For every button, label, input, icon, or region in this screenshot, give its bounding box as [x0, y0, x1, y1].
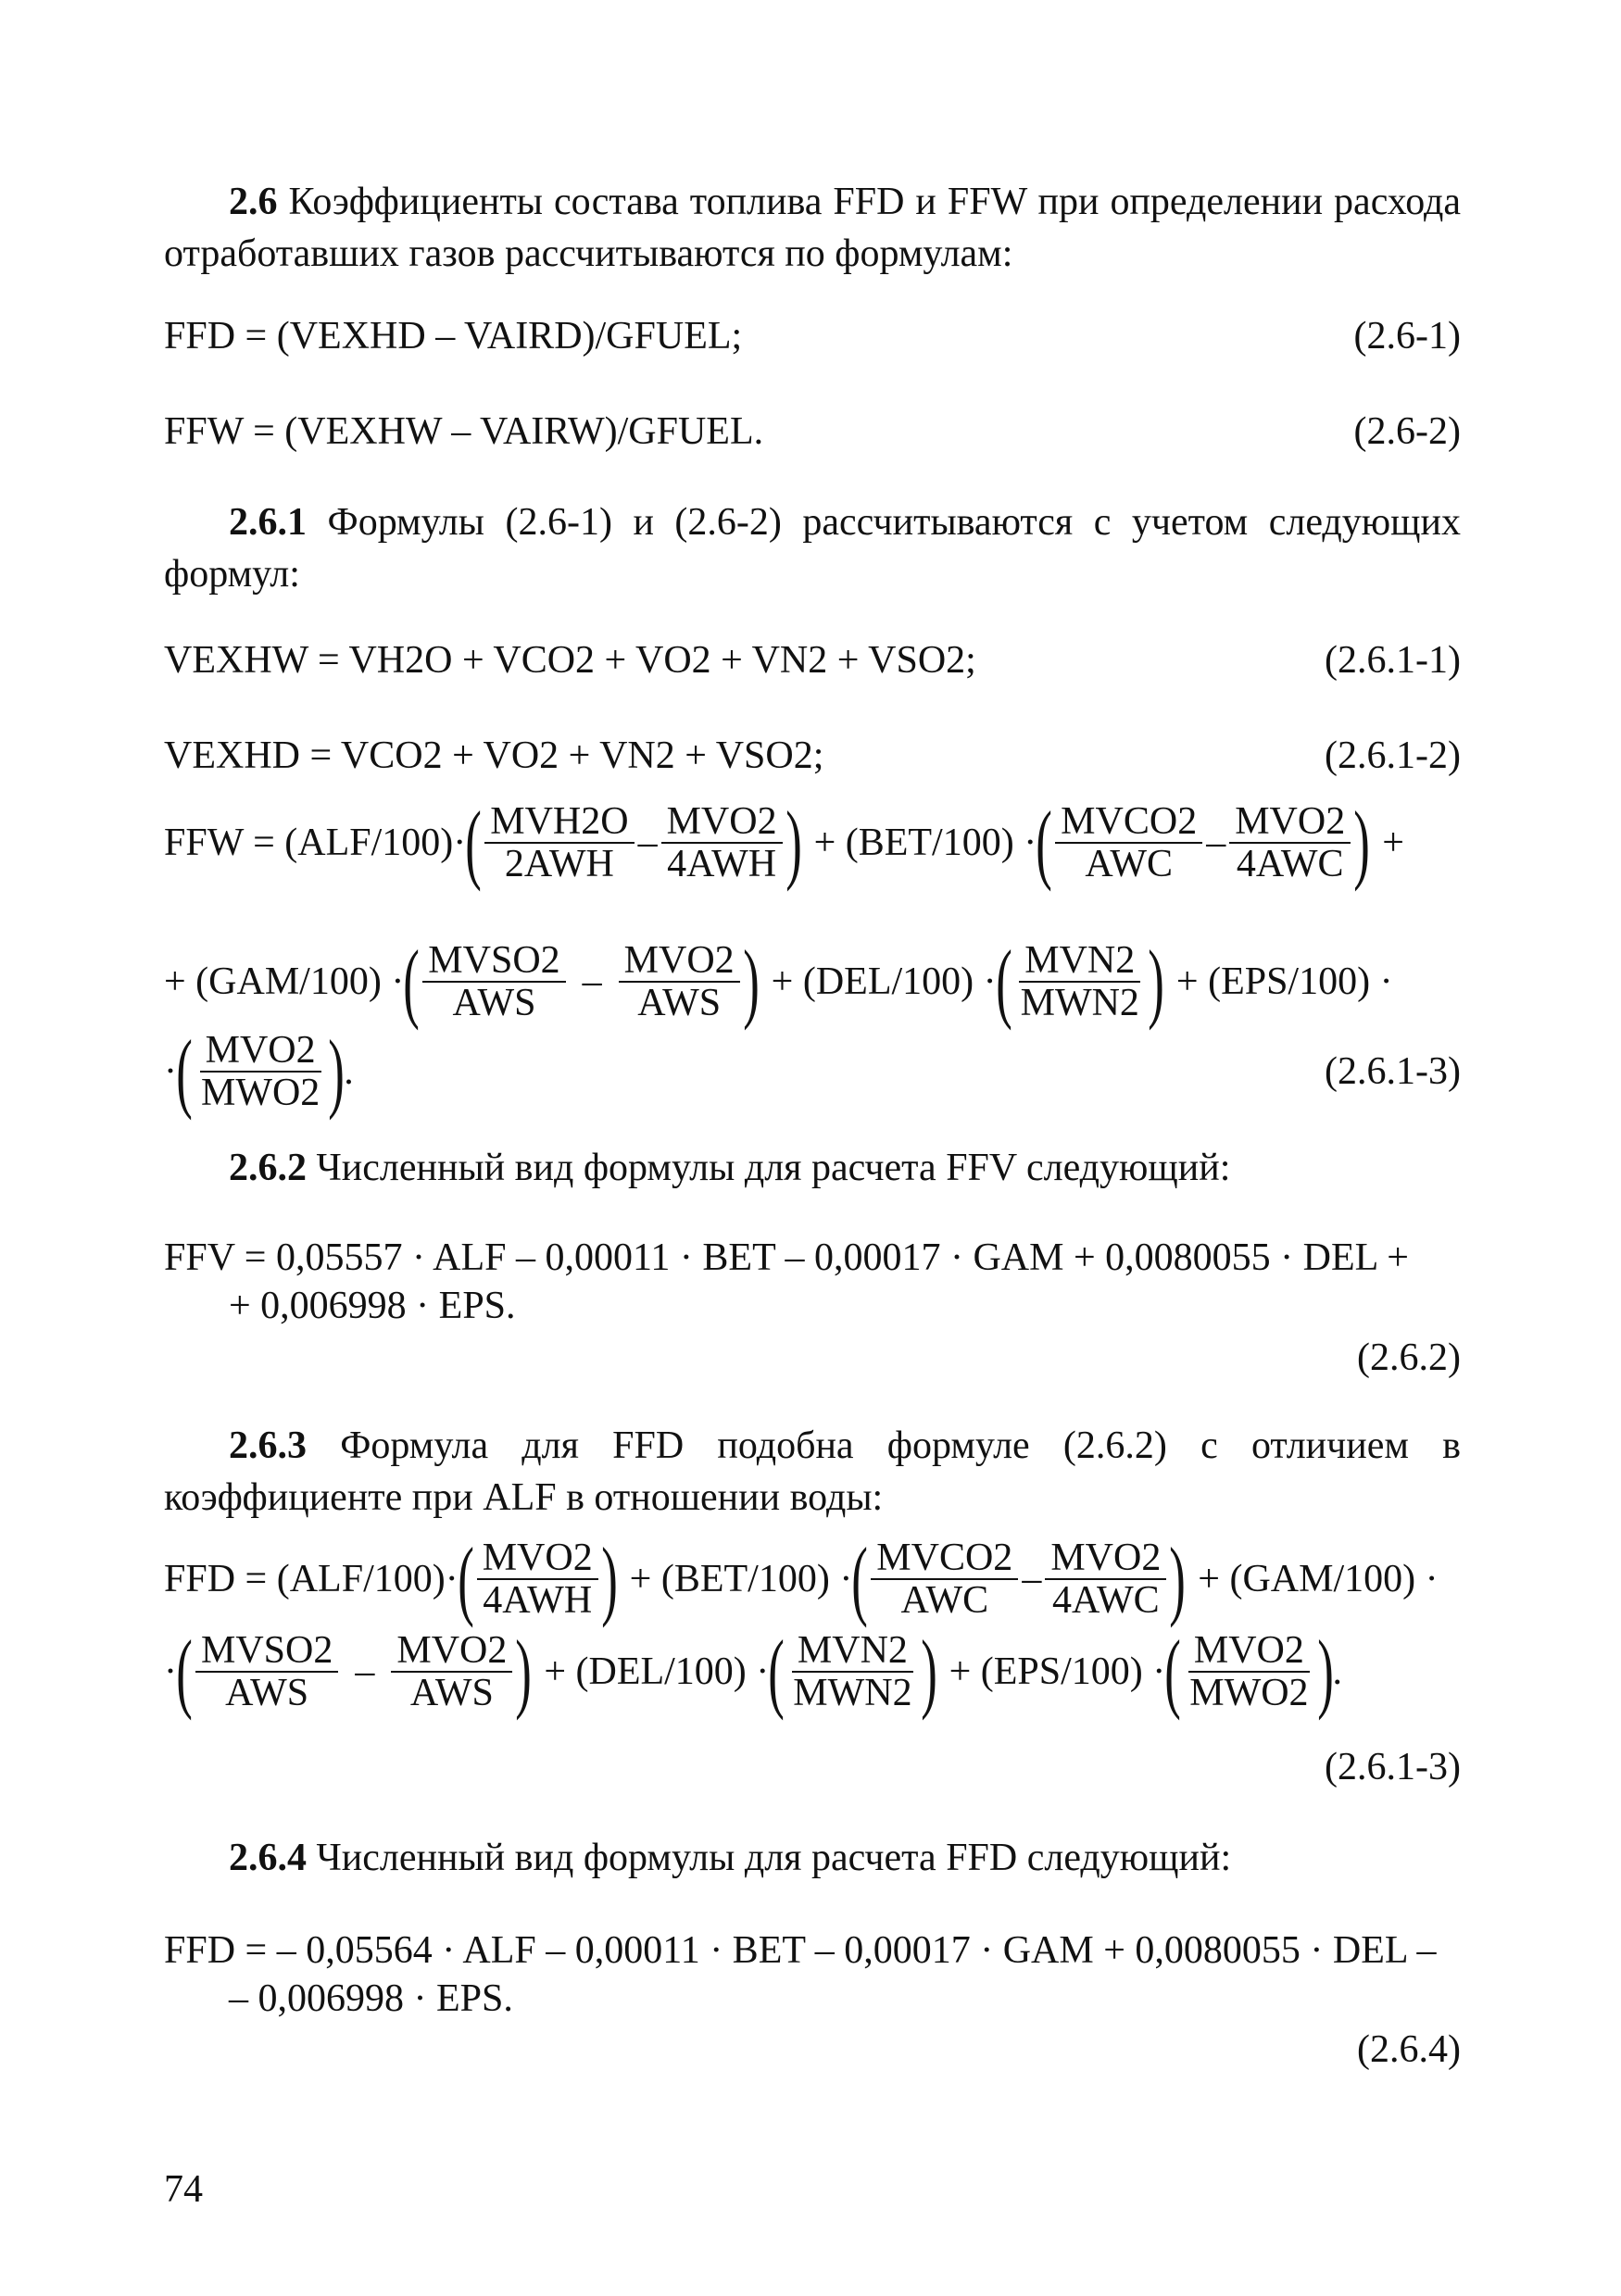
equation-2-6-1-2: [164, 730, 1461, 782]
equation-2-6-2: [164, 406, 1461, 458]
equation-expression: FFW = (VEXHW – VAIRW)/GFUEL.: [164, 410, 764, 453]
equation-2-6-1-1: [164, 634, 1461, 686]
formula-text: + (EPS/100) ·: [949, 1650, 1166, 1693]
fraction: [1055, 800, 1202, 885]
numerator: MVO2: [477, 1539, 598, 1580]
formula-text: ·: [164, 1650, 177, 1693]
fraction: [1015, 939, 1145, 1024]
ffv-numeric-line-2: [164, 1280, 1461, 1332]
numerator: MVH2O: [484, 803, 634, 844]
equation-number: (2.6-2): [1353, 410, 1461, 453]
denominator: AWC: [1085, 843, 1173, 885]
fraction: [1184, 1629, 1313, 1714]
page-number: 74: [164, 2168, 203, 2211]
denominator: 4AWC: [1052, 1579, 1160, 1622]
fraction: [195, 1629, 338, 1714]
close-paren: ): [785, 793, 802, 892]
denominator: MWO2: [1189, 1672, 1309, 1714]
equation-number: (2.6.4): [1357, 2028, 1461, 2071]
minus-sign: –: [355, 1650, 375, 1693]
ffd-numeric-line-2: [164, 1973, 1461, 2025]
close-paren: ): [328, 1022, 346, 1121]
fraction: [1045, 1537, 1166, 1622]
formula-text: + (DEL/100) ·: [544, 1650, 770, 1693]
equation-2-6-1: [164, 310, 1461, 362]
paragraph-text: Численный вид формулы для расчета FFD следующий:: [307, 1837, 1232, 1879]
section-number: 2.6: [229, 181, 278, 223]
equation-number: (2.6.1-1): [1325, 639, 1461, 682]
paragraph-2-6-2: [164, 1142, 1461, 1194]
numerator: MVO2: [1188, 1632, 1310, 1673]
paragraph-2-6: [164, 176, 1461, 280]
denominator: AWS: [637, 982, 722, 1024]
denominator: 2AWH: [504, 843, 614, 885]
denominator: AWS: [409, 1672, 494, 1714]
ffw-formula-line-1: [164, 793, 1461, 892]
open-paren: (: [1164, 1622, 1182, 1721]
numerator: MVO2: [619, 942, 740, 983]
minus-sign: –: [637, 822, 658, 864]
equation-expression: + 0,006998 · EPS.: [229, 1285, 516, 1327]
numerator: MVSO2: [195, 1632, 338, 1673]
fraction: [391, 1629, 512, 1714]
paragraph-text: Коэффициенты состава топлива FFD и FFW при определении расхода отработавших газов рассчитываются по формулам:: [164, 181, 1461, 275]
open-paren: (: [995, 932, 1012, 1031]
formula-text: + (GAM/100) ·: [164, 960, 405, 1003]
fraction: [1229, 800, 1351, 885]
open-paren: (: [457, 1529, 474, 1628]
formula-text: FFD = (ALF/100)·: [164, 1558, 459, 1600]
ffd-numeric-number: [164, 2024, 1461, 2076]
numerator: MVO2: [200, 1032, 321, 1073]
minus-sign: –: [582, 960, 602, 1003]
close-paren: ): [920, 1622, 937, 1721]
section-number: 2.6.1: [229, 501, 307, 544]
numerator: MVO2: [1229, 803, 1351, 844]
formula-text: + (DEL/100) ·: [771, 960, 997, 1003]
denominator: MWN2: [793, 1672, 912, 1714]
fraction: [661, 800, 783, 885]
formula-text: + (BET/100) ·: [813, 822, 1037, 864]
ffd-formula-line-1: [164, 1529, 1461, 1628]
denominator: AWS: [452, 982, 536, 1024]
paragraph-text: Формулы (2.6-1) и (2.6-2) рассчитываются с учетом следующих формул:: [164, 501, 1461, 596]
equation-number: (2.6.1-3): [1325, 1746, 1461, 1788]
paragraph-text: Численный вид формулы для расчета FFV следующий:: [307, 1147, 1231, 1189]
fraction: [871, 1537, 1018, 1622]
paragraph-2-6-4: [164, 1832, 1461, 1884]
fraction: [477, 1537, 598, 1622]
fraction: [484, 800, 634, 885]
open-paren: (: [403, 932, 421, 1031]
numerator: MVSO2: [422, 942, 565, 983]
section-number: 2.6.3: [229, 1424, 307, 1467]
equation-expression: FFV = 0,05557 · ALF – 0,00011 · BET – 0,00017 · GAM + 0,0080055 · DEL +: [164, 1236, 1409, 1279]
equation-number: (2.6.2): [1357, 1336, 1461, 1379]
ffw-formula-line-3: [164, 1022, 1461, 1121]
paragraph-2-6-1: [164, 496, 1461, 600]
fraction: [787, 1629, 917, 1714]
ffv-numeric-line-1: [164, 1232, 1461, 1284]
numerator: MVCO2: [871, 1539, 1018, 1580]
close-paren: ): [1353, 793, 1370, 892]
formula-text: + (GAM/100) ·: [1198, 1558, 1439, 1600]
equation-expression: VEXHD = VCO2 + VO2 + VN2 + VSO2;: [164, 734, 824, 777]
ffd-formula-number: [164, 1741, 1461, 1793]
fraction: [195, 1029, 325, 1114]
numerator: MVCO2: [1055, 803, 1202, 844]
numerator: MVN2: [792, 1632, 913, 1673]
equation-number: (2.6.1-3): [1325, 1050, 1461, 1093]
open-paren: (: [1036, 793, 1052, 892]
formula-text: FFW = (ALF/100)·: [164, 822, 467, 864]
section-number: 2.6.2: [229, 1147, 307, 1189]
formula-text: ·: [164, 1050, 177, 1093]
equation-expression: FFD = (VEXHD – VAIRD)/GFUEL;: [164, 315, 743, 358]
numerator: MVO2: [1045, 1539, 1166, 1580]
ffw-formula-line-2: [164, 932, 1461, 1031]
formula-text: +: [1382, 822, 1404, 864]
denominator: MWO2: [200, 1072, 320, 1114]
close-paren: ): [1169, 1529, 1187, 1628]
close-paren: ): [1148, 932, 1164, 1031]
equation-number: (2.6.1-2): [1325, 734, 1461, 777]
numerator: MVN2: [1019, 942, 1140, 983]
ffd-formula-line-2: [164, 1622, 1461, 1721]
equation-number: (2.6-1): [1353, 315, 1461, 358]
fraction: [619, 939, 740, 1024]
minus-sign: –: [1022, 1558, 1042, 1600]
fraction: [422, 939, 565, 1024]
formula-text: .: [344, 1050, 354, 1093]
denominator: AWC: [900, 1579, 989, 1622]
close-paren: ): [1316, 1622, 1334, 1721]
open-paren: (: [176, 1622, 193, 1721]
formula-text: + (BET/100) ·: [629, 1558, 853, 1600]
close-paren: ): [742, 932, 760, 1031]
formula-text: .: [1332, 1650, 1343, 1693]
denominator: MWN2: [1020, 982, 1139, 1024]
denominator: 4AWC: [1236, 843, 1344, 885]
ffd-numeric-line-1: [164, 1925, 1461, 1976]
numerator: MVO2: [391, 1632, 512, 1673]
equation-expression: – 0,006998 · EPS.: [229, 1977, 513, 2020]
close-paren: ): [515, 1622, 533, 1721]
open-paren: (: [176, 1022, 193, 1121]
ffv-numeric-number: [164, 1332, 1461, 1384]
formula-text: + (EPS/100) ·: [1175, 960, 1393, 1003]
denominator: AWS: [225, 1672, 309, 1714]
denominator: 4AWH: [667, 843, 777, 885]
equation-expression: FFD = – 0,05564 · ALF – 0,00011 · BET – 0,00017 · GAM + 0,0080055 · DEL –: [164, 1929, 1437, 1972]
numerator: MVO2: [661, 803, 783, 844]
paragraph-2-6-3: [164, 1420, 1461, 1524]
denominator: 4AWH: [483, 1579, 593, 1622]
paragraph-text: Формула для FFD подобна формуле (2.6.2) с отличием в коэффициенте при ALF в отношении воды:: [164, 1424, 1461, 1519]
close-paren: ): [600, 1529, 618, 1628]
open-paren: (: [465, 793, 483, 892]
open-paren: (: [768, 1622, 785, 1721]
minus-sign: –: [1206, 822, 1226, 864]
section-number: 2.6.4: [229, 1837, 307, 1879]
equation-expression: VEXHW = VH2O + VCO2 + VO2 + VN2 + VSO2;: [164, 639, 976, 682]
open-paren: (: [851, 1529, 869, 1628]
